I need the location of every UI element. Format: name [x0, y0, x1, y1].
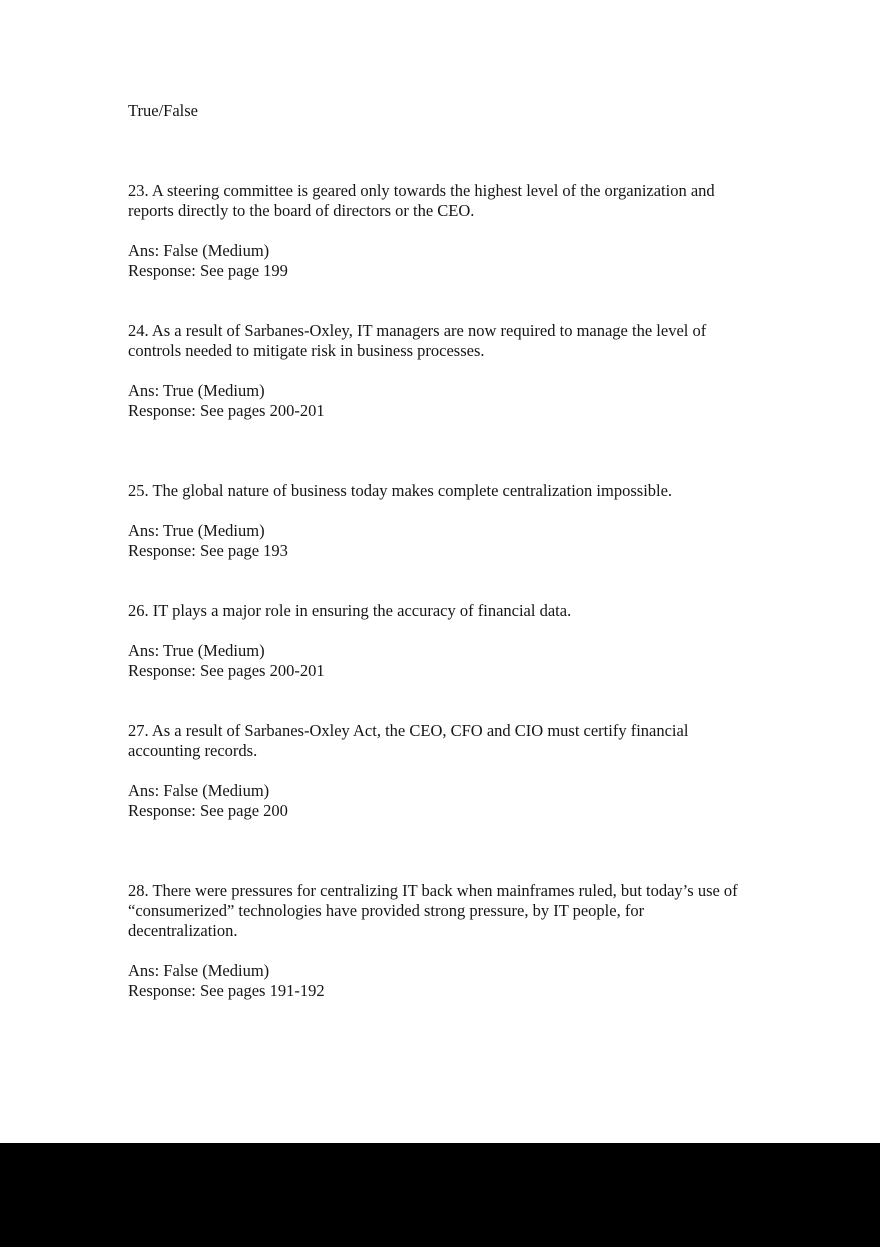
question-text: 23. A steering committee is geared only towards the highest level of the organization and reports directly to the board of directors or the CEO.: [128, 181, 715, 220]
question-block-27: [128, 721, 751, 821]
question-text: 24. As a result of Sarbanes-Oxley, IT managers are now required to manage the level of controls needed to mitigate risk in business processes.: [128, 321, 707, 360]
question-text: 28. There were pressures for centralizing IT back when mainframes ruled, but today’s use of “consumerized” technologies have provided strong pressure, by IT people, for decentralization.: [128, 881, 738, 940]
question-block-26: [128, 601, 751, 681]
question-text: 27. As a result of Sarbanes-Oxley Act, the CEO, CFO and CIO must certify financial accounting records.: [128, 721, 689, 760]
response-line: Response: See pages 191-192: [128, 981, 325, 1000]
question-block-24: [128, 321, 751, 421]
answer-response-block: [128, 961, 751, 1001]
response-line: Response: See pages 200-201: [128, 661, 325, 680]
response-line: Response: See page 193: [128, 541, 288, 560]
question-block-28: [128, 881, 751, 1001]
question-text: 26. IT plays a major role in ensuring the accuracy of financial data.: [128, 601, 572, 620]
section-heading: True/False: [128, 101, 198, 120]
answer-line: Ans: False (Medium): [128, 241, 270, 260]
answer-line: Ans: True (Medium): [128, 381, 265, 400]
question-block-23: [128, 181, 751, 281]
answer-response-block: [128, 781, 751, 821]
answer-line: Ans: False (Medium): [128, 961, 270, 980]
page-content: [128, 0, 751, 1001]
answer-response-block: [128, 381, 751, 421]
answer-response-block: [128, 241, 751, 281]
answer-response-block: [128, 641, 751, 681]
answer-line: Ans: False (Medium): [128, 781, 270, 800]
bottom-black-bar: [0, 1143, 880, 1247]
response-line: Response: See page 200: [128, 801, 288, 820]
response-line: Response: See pages 200-201: [128, 401, 325, 420]
question-block-25: [128, 481, 751, 561]
question-text: 25. The global nature of business today makes complete centralization impossible.: [128, 481, 673, 500]
response-line: Response: See page 199: [128, 261, 288, 280]
answer-line: Ans: True (Medium): [128, 641, 265, 660]
answer-response-block: [128, 521, 751, 561]
answer-line: Ans: True (Medium): [128, 521, 265, 540]
